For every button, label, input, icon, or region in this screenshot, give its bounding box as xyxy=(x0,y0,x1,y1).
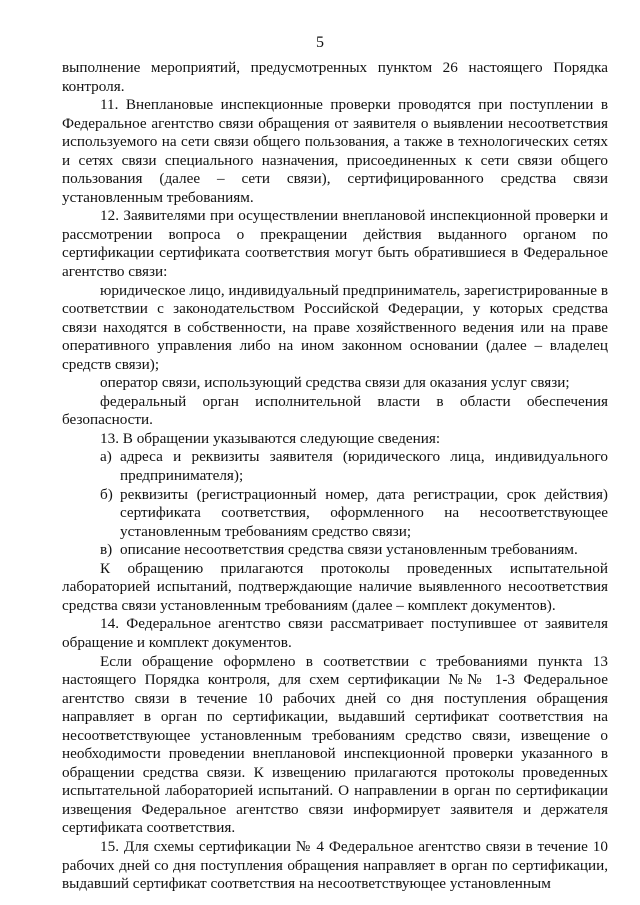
paragraph-15: 15. Для схемы сертификации № 4 Федеральное агентство связи в течение 10 рабочих дней со дня поступления обращения направляет в орган по сертификации, выдавший сертификат соответствия на несоответствующее установленным xyxy=(62,837,608,893)
document-body xyxy=(62,59,608,894)
list-item-letter: а) xyxy=(100,448,112,466)
paragraph-12-applicant-operator: оператор связи, использующий средства связи для оказания услуг связи; xyxy=(100,374,570,392)
paragraph-13-attachments: К обращению прилагаются протоколы проведенных испытательной лабораторией испытаний, подтверждающие наличие выявленного несоответствия средства связи установленным требованиям (далее – комплект документов). xyxy=(62,559,608,614)
paragraph-14-procedure: Если обращение оформлено в соответствии с требованиями пункта 13 настоящего Порядка контроля, для схем сертификации №№ 1-3 Федеральное агентство связи в течение 10 рабочих дней со дня поступления обращения направляет в орган по сертификации, выдавший сертификат соответствия на несоответствующее установленным требованиям средство связи, извещение о необходимости проведении внеплановой инспекционной проверки указанного в обращении средства связи. К извещению прилагаются протоколы проведенных испытательной лабораторией испытаний. О направлении в орган по сертификации извещения Федеральное агентство связи информирует заявителя и держателя сертификата соответствия. xyxy=(62,652,608,837)
paragraph-13: 13. В обращении указываются следующие сведения: xyxy=(100,429,441,447)
list-item-letter: б) xyxy=(100,485,113,503)
list-item-text: описание несоответствия средства связи установленным требованиям. xyxy=(120,541,578,559)
list-item-text: реквизиты (регистрационный номер, дата регистрации, срок действия) сертификата соответствия, оформленного на несоответствующее установленным требованиям средство связи; xyxy=(120,485,608,540)
list-item-letter: в) xyxy=(100,541,113,559)
paragraph-12-applicant-federal-body: федеральный орган исполнительной власти в области обеспечения безопасности. xyxy=(62,392,608,429)
list-item-a xyxy=(62,448,608,485)
paragraph-12: 12. Заявителями при осуществлении внеплановой инспекционной проверки и рассмотрении вопроса о прекращении действия выданного органом по сертификации сертификата соответствия могут быть обратившиеся в Федеральное агентство связи: xyxy=(62,207,608,281)
page-number: 5 xyxy=(316,34,324,51)
list-item-v xyxy=(62,541,608,560)
paragraph-continuation: выполнение мероприятий, предусмотренных пунктом 26 настоящего Порядка контроля. xyxy=(62,59,608,95)
list-item-b xyxy=(62,486,608,542)
paragraph-11: 11. Внеплановые инспекционные проверки проводятся при поступлении в Федеральное агентство связи обращения от заявителя о выявлении несоответствия используемого на сети связи общего пользования, а также в технологических сетях и сетях связи специального назначения, присоединенных к сети связи общего пользования (далее – сети связи), сертифицированного средства связи установленным требованиям. xyxy=(62,96,608,206)
paragraph-12-applicant-legal-entity: юридическое лицо, индивидуальный предприниматель, зарегистрированные в соответствии с законодательством Российской Федерации, у которых средства связи находятся в собственности, на праве хозяйственного ведения или на праве оперативного управления либо на ином законном основании (далее – владелец средств связи); xyxy=(62,281,608,373)
list-item-text: адреса и реквизиты заявителя (юридического лица, индивидуального предпринимателя); xyxy=(120,448,608,485)
paragraph-14: 14. Федеральное агентство связи рассматривает поступившее от заявителя обращение и комплект документов. xyxy=(62,615,608,651)
